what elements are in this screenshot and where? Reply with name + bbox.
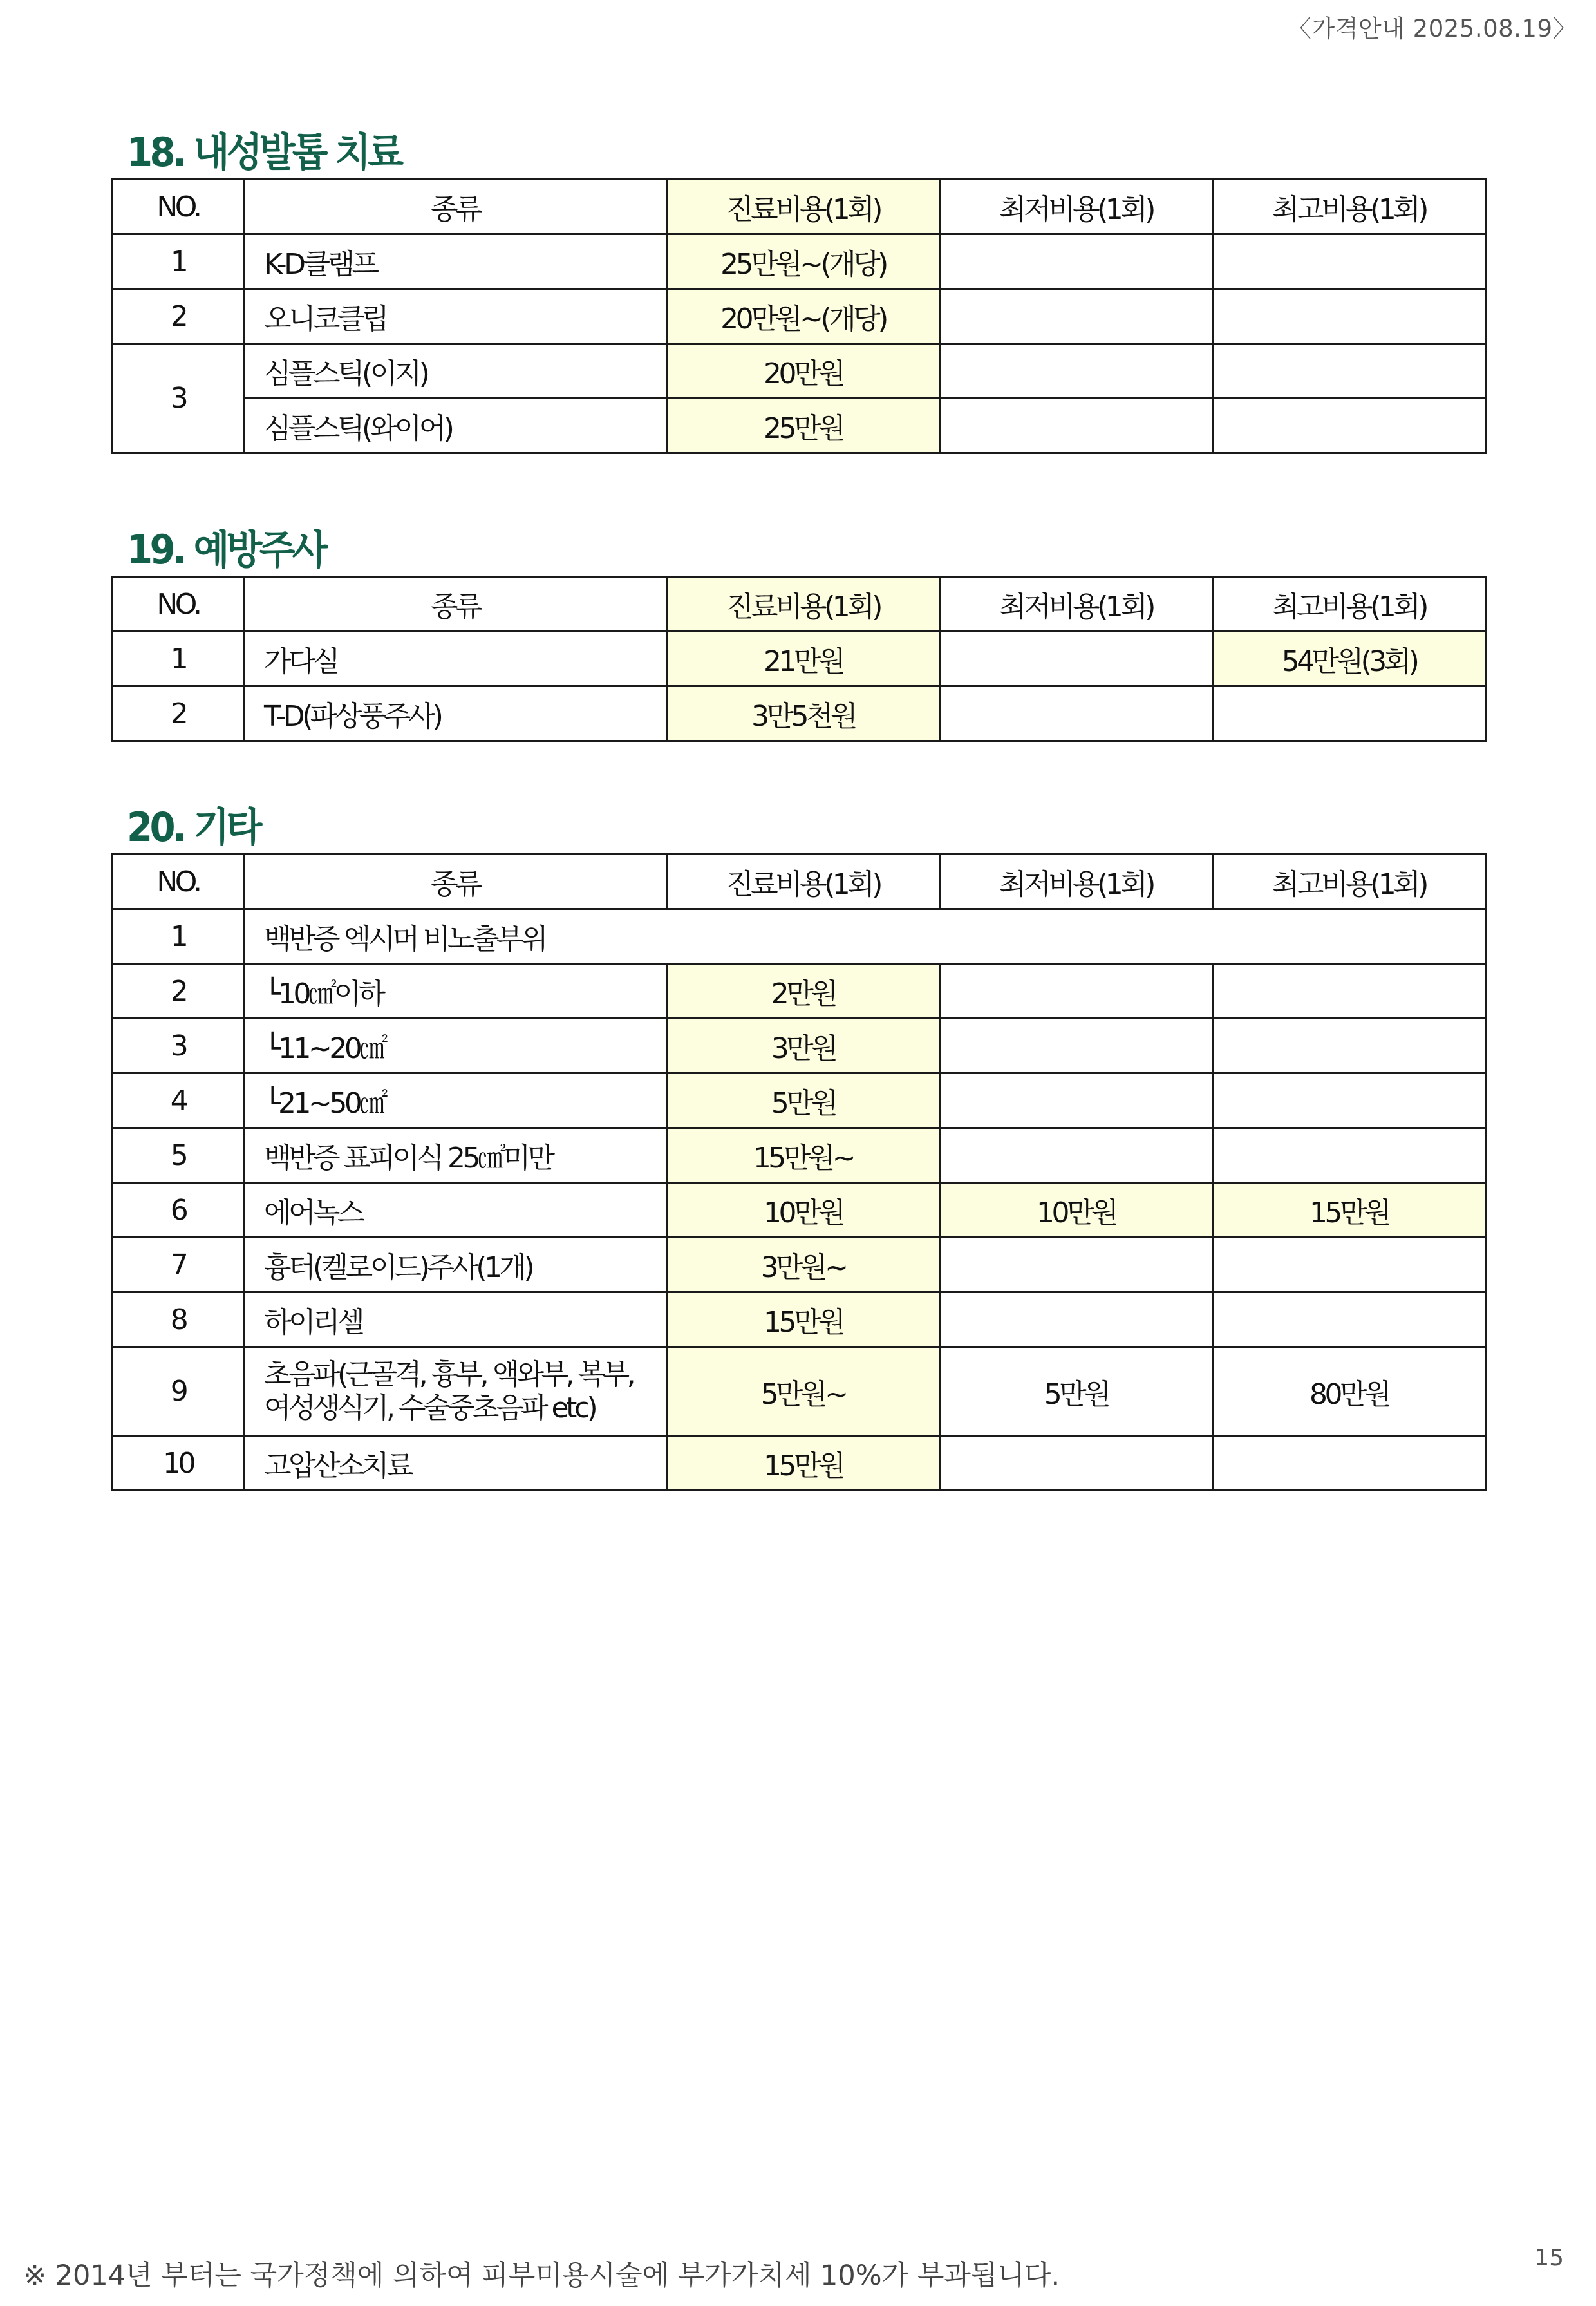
section-title: 19. 예방주사 xyxy=(127,526,325,573)
section-title: 20. 기타 xyxy=(127,804,259,851)
row-no: 1 xyxy=(113,632,244,686)
header-kind: 종류 xyxy=(244,577,667,632)
row-max xyxy=(1213,1238,1486,1292)
row-kind: └11~20㎠ xyxy=(244,1019,667,1073)
section-title: 18. 내성발톱 치료 xyxy=(127,129,401,176)
row-fee: 3만5천원 xyxy=(667,686,940,741)
table-row xyxy=(113,1019,1486,1073)
row-min xyxy=(940,1128,1213,1183)
table-row xyxy=(113,1183,1486,1238)
row-min xyxy=(940,399,1213,453)
row-kind: 하이리셀 xyxy=(244,1292,667,1347)
row-max xyxy=(1213,1436,1486,1491)
table-row xyxy=(113,964,1486,1019)
row-no: 1 xyxy=(113,234,244,289)
row-max xyxy=(1213,289,1486,344)
table-row xyxy=(113,399,1486,453)
row-no: 3 xyxy=(113,344,244,453)
row-min xyxy=(940,1238,1213,1292)
row-min xyxy=(940,1073,1213,1128)
header-kind: 종류 xyxy=(244,180,667,234)
row-no: 4 xyxy=(113,1073,244,1128)
row-fee: 5만원~ xyxy=(667,1347,940,1436)
row-min xyxy=(940,344,1213,399)
row-max: 80만원 xyxy=(1213,1347,1486,1436)
vat-notice: ※ 2014년 부터는 국가정책에 의하여 피부미용시술에 부가가치세 10%가 부과됩니다. xyxy=(23,2260,1060,2292)
row-fee: 21만원 xyxy=(667,632,940,686)
row-max: 54만원(3회) xyxy=(1213,632,1486,686)
section-vaccination xyxy=(111,524,1486,742)
table-row xyxy=(113,234,1486,289)
row-fee: 15만원~ xyxy=(667,1128,940,1183)
row-no: 5 xyxy=(113,1128,244,1183)
table-header-row xyxy=(113,180,1486,234)
row-max xyxy=(1213,686,1486,741)
header-no: NO. xyxy=(113,180,244,234)
table-row xyxy=(113,1436,1486,1491)
row-kind: 초음파(근골격, 흉부, 액와부, 복부, 여성생식기, 수술중초음파 etc) xyxy=(244,1347,667,1436)
row-kind: └10㎠이하 xyxy=(244,964,667,1019)
table-row xyxy=(113,344,1486,399)
header-max: 최고비용(1회) xyxy=(1213,577,1486,632)
row-min xyxy=(940,1019,1213,1073)
row-min: 5만원 xyxy=(940,1347,1213,1436)
row-kind: 에어녹스 xyxy=(244,1183,667,1238)
row-kind: K-D클램프 xyxy=(244,234,667,289)
table-row xyxy=(113,686,1486,741)
row-no: 2 xyxy=(113,289,244,344)
row-fee: 3만원 xyxy=(667,1019,940,1073)
row-max xyxy=(1213,399,1486,453)
header-kind: 종류 xyxy=(244,855,667,909)
price-guide-date: 〈가격안내 2025.08.19〉 xyxy=(1287,15,1577,43)
row-kind: 심플스틱(와이어) xyxy=(244,399,667,453)
row-no: 1 xyxy=(113,909,244,964)
table-row xyxy=(113,632,1486,686)
price-table xyxy=(111,178,1487,454)
page-number: 15 xyxy=(1534,2245,1564,2271)
row-min xyxy=(940,1292,1213,1347)
table-row xyxy=(113,1292,1486,1347)
row-fee: 2만원 xyxy=(667,964,940,1019)
row-fee: 25만원 xyxy=(667,399,940,453)
price-table xyxy=(111,853,1487,1491)
row-no: 6 xyxy=(113,1183,244,1238)
row-max: 15만원 xyxy=(1213,1183,1486,1238)
header-min: 최저비용(1회) xyxy=(940,855,1213,909)
row-no: 10 xyxy=(113,1436,244,1491)
row-max xyxy=(1213,234,1486,289)
row-min: 10만원 xyxy=(940,1183,1213,1238)
row-max xyxy=(1213,344,1486,399)
section-other xyxy=(111,802,1486,1491)
table-row xyxy=(113,1238,1486,1292)
table-header-row xyxy=(113,855,1486,909)
row-kind: 백반증 표피이식 25㎠미만 xyxy=(244,1128,667,1183)
row-kind: 고압산소치료 xyxy=(244,1436,667,1491)
table-header-row xyxy=(113,577,1486,632)
table-row xyxy=(113,289,1486,344)
row-no: 3 xyxy=(113,1019,244,1073)
row-kind: 흉터(켈로이드)주사(1개) xyxy=(244,1238,667,1292)
row-fee: 20만원~(개당) xyxy=(667,289,940,344)
row-max xyxy=(1213,1128,1486,1183)
header-fee: 진료비용(1회) xyxy=(667,577,940,632)
table-row xyxy=(113,1347,1486,1436)
row-fee: 5만원 xyxy=(667,1073,940,1128)
row-no: 8 xyxy=(113,1292,244,1347)
table-row xyxy=(113,1073,1486,1128)
table-row xyxy=(113,909,1486,964)
table-row xyxy=(113,1128,1486,1183)
row-kind: 오니코클립 xyxy=(244,289,667,344)
section-ingrown-nail xyxy=(111,127,1486,454)
row-min xyxy=(940,289,1213,344)
row-kind: 심플스틱(이지) xyxy=(244,344,667,399)
row-max xyxy=(1213,1073,1486,1128)
row-fee: 15만원 xyxy=(667,1292,940,1347)
header-min: 최저비용(1회) xyxy=(940,577,1213,632)
row-fee: 3만원~ xyxy=(667,1238,940,1292)
row-no: 9 xyxy=(113,1347,244,1436)
row-min xyxy=(940,964,1213,1019)
header-max: 최고비용(1회) xyxy=(1213,855,1486,909)
row-max xyxy=(1213,1019,1486,1073)
price-table xyxy=(111,576,1487,742)
row-fee: 15만원 xyxy=(667,1436,940,1491)
header-no: NO. xyxy=(113,577,244,632)
row-fee: 25만원~(개당) xyxy=(667,234,940,289)
row-kind: 가다실 xyxy=(244,632,667,686)
header-max: 최고비용(1회) xyxy=(1213,180,1486,234)
header-fee: 진료비용(1회) xyxy=(667,855,940,909)
row-kind: └21~50㎠ xyxy=(244,1073,667,1128)
row-no: 7 xyxy=(113,1238,244,1292)
header-fee: 진료비용(1회) xyxy=(667,180,940,234)
row-no: 2 xyxy=(113,964,244,1019)
row-kind: 백반증 엑시머 비노출부위 xyxy=(244,909,1486,964)
row-max xyxy=(1213,964,1486,1019)
row-fee: 20만원 xyxy=(667,344,940,399)
row-fee: 10만원 xyxy=(667,1183,940,1238)
row-min xyxy=(940,1436,1213,1491)
header-no: NO. xyxy=(113,855,244,909)
row-min xyxy=(940,632,1213,686)
row-min xyxy=(940,686,1213,741)
row-kind: T-D(파상풍주사) xyxy=(244,686,667,741)
header-min: 최저비용(1회) xyxy=(940,180,1213,234)
row-max xyxy=(1213,1292,1486,1347)
row-no: 2 xyxy=(113,686,244,741)
row-min xyxy=(940,234,1213,289)
